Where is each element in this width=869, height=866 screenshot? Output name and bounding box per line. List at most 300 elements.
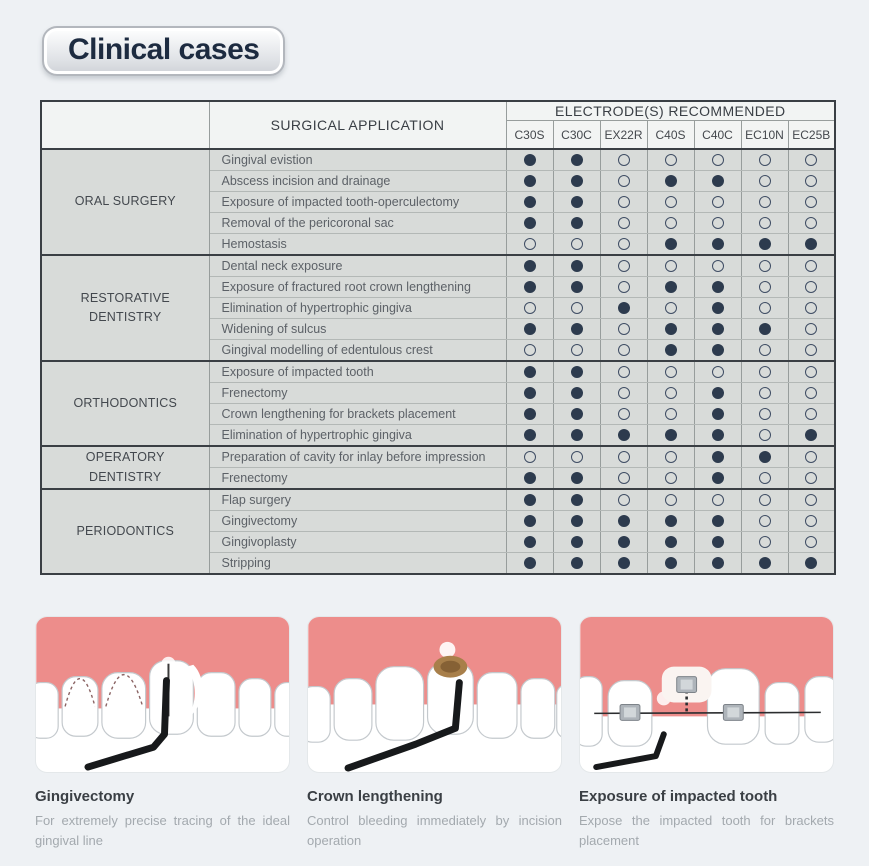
dot-empty-icon — [759, 366, 771, 378]
recommendation-cell — [506, 532, 553, 553]
dot-empty-icon — [665, 366, 677, 378]
recommendation-cell — [788, 446, 835, 468]
recommendation-cell — [647, 511, 694, 532]
dot-empty-icon — [618, 175, 630, 187]
recommendation-cell — [553, 234, 600, 256]
application-cell: Frenectomy — [209, 468, 506, 490]
application-cell: Gingivectomy — [209, 511, 506, 532]
dot-filled-icon — [524, 366, 536, 378]
dot-empty-icon — [759, 515, 771, 527]
recommendation-cell — [788, 298, 835, 319]
dot-empty-icon — [712, 217, 724, 229]
recommendation-cell — [694, 468, 741, 490]
recommendation-cell — [506, 468, 553, 490]
dot-filled-icon — [524, 217, 536, 229]
dot-filled-icon — [618, 536, 630, 548]
dot-filled-icon — [665, 429, 677, 441]
electrodes-recommended-header: ELECTRODE(S) RECOMMENDED — [506, 101, 835, 121]
dot-empty-icon — [805, 451, 817, 463]
recommendation-cell — [694, 213, 741, 234]
recommendation-cell — [553, 553, 600, 575]
table-row — [41, 149, 835, 171]
electrode-column-header: C40C — [694, 121, 741, 150]
dot-empty-icon — [524, 344, 536, 356]
gingivectomy-illustration — [36, 617, 290, 773]
recommendation-cell — [553, 340, 600, 362]
application-cell: Elimination of hypertrophic gingiva — [209, 298, 506, 319]
case-gingivectomy — [35, 616, 290, 851]
category-header-cell — [41, 101, 209, 149]
recommendation-cell — [741, 277, 788, 298]
dot-filled-icon — [618, 302, 630, 314]
recommendation-cell — [741, 361, 788, 383]
dot-filled-icon — [571, 217, 583, 229]
recommendation-cell — [506, 404, 553, 425]
recommendation-cell — [600, 255, 647, 277]
dot-empty-icon — [571, 238, 583, 250]
electrode-column-header: EC10N — [741, 121, 788, 150]
dot-empty-icon — [665, 472, 677, 484]
dot-empty-icon — [805, 154, 817, 166]
recommendation-cell — [694, 446, 741, 468]
recommendation-cell — [788, 149, 835, 171]
dot-empty-icon — [805, 260, 817, 272]
dot-filled-icon — [712, 344, 724, 356]
dot-filled-icon — [524, 536, 536, 548]
dot-empty-icon — [759, 196, 771, 208]
dot-empty-icon — [759, 429, 771, 441]
recommendation-cell — [647, 340, 694, 362]
recommendation-cell — [788, 340, 835, 362]
dot-empty-icon — [618, 366, 630, 378]
dot-empty-icon — [712, 154, 724, 166]
recommendation-cell — [741, 192, 788, 213]
dot-empty-icon — [618, 472, 630, 484]
lesion-core — [440, 661, 460, 673]
dot-filled-icon — [571, 175, 583, 187]
dot-empty-icon — [618, 217, 630, 229]
recommendation-cell — [788, 192, 835, 213]
dot-empty-icon — [759, 260, 771, 272]
dot-empty-icon — [665, 408, 677, 420]
recommendation-cell — [694, 298, 741, 319]
dot-empty-icon — [712, 494, 724, 506]
recommendation-cell — [600, 340, 647, 362]
dot-filled-icon — [759, 323, 771, 335]
dot-filled-icon — [571, 472, 583, 484]
dot-empty-icon — [618, 281, 630, 293]
recommendation-cell — [788, 234, 835, 256]
application-cell: Removal of the pericoronal sac — [209, 213, 506, 234]
recommendation-cell — [600, 425, 647, 447]
dot-empty-icon — [759, 494, 771, 506]
recommendation-cell — [647, 553, 694, 575]
recommendation-cell — [788, 425, 835, 447]
dot-filled-icon — [571, 387, 583, 399]
recommendation-cell — [506, 192, 553, 213]
category-cell: ORAL SURGERY — [41, 149, 209, 255]
recommendation-cell — [741, 446, 788, 468]
recommendation-cell — [647, 213, 694, 234]
application-cell: Hemostasis — [209, 234, 506, 256]
recommendation-cell — [788, 468, 835, 490]
recommendation-cell — [506, 361, 553, 383]
dot-empty-icon — [805, 302, 817, 314]
recommendation-cell — [600, 361, 647, 383]
dot-empty-icon — [618, 494, 630, 506]
recommendation-cell — [506, 149, 553, 171]
recommendation-cell — [647, 489, 694, 511]
recommendation-cell — [647, 171, 694, 192]
recommendation-cell — [600, 213, 647, 234]
dot-empty-icon — [665, 196, 677, 208]
recommendation-cell — [694, 319, 741, 340]
dot-empty-icon — [524, 451, 536, 463]
recommendation-cell — [788, 532, 835, 553]
dot-filled-icon — [665, 175, 677, 187]
dot-empty-icon — [665, 302, 677, 314]
recommendation-cell — [553, 446, 600, 468]
recommendation-cell — [553, 319, 600, 340]
dot-empty-icon — [805, 366, 817, 378]
recommendation-cell — [741, 319, 788, 340]
recommendation-cell — [647, 192, 694, 213]
dot-empty-icon — [618, 238, 630, 250]
recommendation-cell — [506, 213, 553, 234]
recommendation-cell — [553, 213, 600, 234]
recommendation-cell — [788, 553, 835, 575]
recommendation-cell — [694, 234, 741, 256]
dot-empty-icon — [665, 260, 677, 272]
recommendation-cell — [600, 192, 647, 213]
application-cell: Dental neck exposure — [209, 255, 506, 277]
table-row — [41, 489, 835, 511]
dot-empty-icon — [712, 366, 724, 378]
recommendation-cell — [694, 255, 741, 277]
recommendation-cell — [694, 489, 741, 511]
recommendation-cell — [600, 171, 647, 192]
dot-empty-icon — [665, 494, 677, 506]
exposure-impacted-tooth-illustration — [580, 617, 834, 773]
dot-empty-icon — [759, 175, 771, 187]
application-cell: Exposure of fractured root crown lengthening — [209, 277, 506, 298]
application-cell: Flap surgery — [209, 489, 506, 511]
dot-filled-icon — [712, 515, 724, 527]
application-cell: Gingival evistion — [209, 149, 506, 171]
recommendation-cell — [506, 298, 553, 319]
recommendation-cell — [788, 319, 835, 340]
recommendation-cell — [600, 468, 647, 490]
recommendation-cell — [788, 383, 835, 404]
page-title: Clinical cases — [68, 33, 260, 66]
dot-filled-icon — [712, 557, 724, 569]
dot-filled-icon — [665, 238, 677, 250]
recommendation-cell — [553, 383, 600, 404]
dot-filled-icon — [759, 557, 771, 569]
dot-empty-icon — [805, 196, 817, 208]
dot-empty-icon — [665, 154, 677, 166]
dot-empty-icon — [805, 472, 817, 484]
electrode-column-header: EC25B — [788, 121, 835, 150]
recommendation-cell — [506, 234, 553, 256]
recommendation-cell — [647, 425, 694, 447]
recommendation-cell — [694, 361, 741, 383]
dot-filled-icon — [571, 557, 583, 569]
recommendation-cell — [741, 511, 788, 532]
recommendation-cell — [788, 511, 835, 532]
recommendation-cell — [647, 255, 694, 277]
recommendation-cell — [647, 361, 694, 383]
dot-filled-icon — [665, 281, 677, 293]
recommendation-cell — [506, 425, 553, 447]
dot-filled-icon — [571, 260, 583, 272]
dot-empty-icon — [805, 408, 817, 420]
dot-filled-icon — [665, 323, 677, 335]
dot-empty-icon — [571, 451, 583, 463]
recommendation-cell — [741, 340, 788, 362]
recommendation-cell — [553, 511, 600, 532]
table-header-row — [41, 101, 835, 121]
application-cell: Gingivoplasty — [209, 532, 506, 553]
clinical-cases-table-container — [40, 100, 869, 575]
dot-empty-icon — [805, 494, 817, 506]
case-title: Gingivectomy — [35, 788, 135, 805]
dot-filled-icon — [571, 196, 583, 208]
category-cell: ORTHODONTICS — [41, 361, 209, 446]
dot-filled-icon — [665, 515, 677, 527]
dot-empty-icon — [759, 302, 771, 314]
dot-filled-icon — [571, 154, 583, 166]
dot-empty-icon — [618, 408, 630, 420]
dot-empty-icon — [524, 302, 536, 314]
recommendation-cell — [788, 171, 835, 192]
category-cell: RESTORATIVE DENTISTRY — [41, 255, 209, 361]
recommendation-cell — [788, 213, 835, 234]
dot-filled-icon — [571, 323, 583, 335]
electrodes-recommendation-table — [40, 100, 836, 575]
dot-filled-icon — [712, 472, 724, 484]
recommendation-cell — [741, 489, 788, 511]
application-cell: Abscess incision and drainage — [209, 171, 506, 192]
dot-filled-icon — [712, 408, 724, 420]
recommendation-cell — [647, 319, 694, 340]
dot-filled-icon — [571, 408, 583, 420]
recommendation-cell — [553, 192, 600, 213]
recommendation-cell — [741, 255, 788, 277]
table-row — [41, 446, 835, 468]
application-cell: Exposure of impacted tooth-operculectomy — [209, 192, 506, 213]
recommendation-cell — [741, 149, 788, 171]
dot-empty-icon — [759, 217, 771, 229]
recommendation-cell — [600, 489, 647, 511]
case-title: Exposure of impacted tooth — [579, 788, 778, 805]
recommendation-cell — [694, 425, 741, 447]
recommendation-cell — [600, 404, 647, 425]
table-row — [41, 361, 835, 383]
recommendation-cell — [553, 171, 600, 192]
application-cell: Frenectomy — [209, 383, 506, 404]
dot-empty-icon — [759, 387, 771, 399]
dot-filled-icon — [524, 323, 536, 335]
recommendation-cell — [600, 149, 647, 171]
case-crown-lengthening — [307, 616, 562, 851]
application-cell: Crown lengthening for brackets placement — [209, 404, 506, 425]
dot-filled-icon — [524, 281, 536, 293]
recommendation-cell — [741, 553, 788, 575]
dot-empty-icon — [759, 344, 771, 356]
recommendation-cell — [506, 383, 553, 404]
dot-empty-icon — [618, 387, 630, 399]
dot-filled-icon — [571, 366, 583, 378]
recommendation-cell — [553, 277, 600, 298]
recommendation-cell — [553, 255, 600, 277]
dot-empty-icon — [618, 196, 630, 208]
recommendation-cell — [647, 468, 694, 490]
recommendation-cell — [553, 149, 600, 171]
dot-empty-icon — [759, 408, 771, 420]
dot-empty-icon — [618, 260, 630, 272]
recommendation-cell — [506, 511, 553, 532]
dot-empty-icon — [618, 154, 630, 166]
application-cell: Widening of sulcus — [209, 319, 506, 340]
recommendation-cell — [741, 171, 788, 192]
table-group — [41, 489, 835, 574]
dot-filled-icon — [524, 557, 536, 569]
gingivectomy-figure — [35, 616, 290, 773]
recommendation-cell — [600, 553, 647, 575]
dot-filled-icon — [665, 557, 677, 569]
tip-glow — [439, 642, 455, 658]
recommendation-cell — [647, 149, 694, 171]
dot-empty-icon — [805, 344, 817, 356]
recommendation-cell — [647, 446, 694, 468]
recommendation-cell — [600, 383, 647, 404]
dot-filled-icon — [571, 536, 583, 548]
dot-filled-icon — [618, 557, 630, 569]
dot-empty-icon — [805, 281, 817, 293]
recommendation-cell — [600, 319, 647, 340]
recommendation-cell — [647, 532, 694, 553]
recommendation-cell — [694, 149, 741, 171]
table-group — [41, 255, 835, 361]
dot-empty-icon — [759, 472, 771, 484]
dot-empty-icon — [805, 515, 817, 527]
table-group — [41, 149, 835, 255]
dot-empty-icon — [805, 217, 817, 229]
application-cell: Preparation of cavity for inlay before impression — [209, 446, 506, 468]
dot-filled-icon — [712, 281, 724, 293]
dot-filled-icon — [571, 281, 583, 293]
case-exposure-impacted-tooth — [579, 616, 834, 851]
dot-empty-icon — [665, 451, 677, 463]
dot-filled-icon — [712, 238, 724, 250]
dot-filled-icon — [524, 260, 536, 272]
recommendation-cell — [600, 511, 647, 532]
recommendation-cell — [647, 234, 694, 256]
recommendation-cell — [647, 383, 694, 404]
recommendation-cell — [600, 277, 647, 298]
dot-empty-icon — [712, 260, 724, 272]
dot-filled-icon — [712, 429, 724, 441]
electrode-column-header: C30C — [553, 121, 600, 150]
recommendation-cell — [553, 532, 600, 553]
recommendation-cell — [553, 361, 600, 383]
recommendation-cell — [600, 298, 647, 319]
electrode-column-header: C30S — [506, 121, 553, 150]
table-row — [41, 255, 835, 277]
dot-empty-icon — [665, 387, 677, 399]
dot-empty-icon — [571, 302, 583, 314]
dot-filled-icon — [571, 494, 583, 506]
bracket-icon — [677, 677, 697, 693]
recommendation-cell — [694, 340, 741, 362]
dot-filled-icon — [805, 429, 817, 441]
dot-filled-icon — [712, 302, 724, 314]
application-cell: Exposure of impacted tooth — [209, 361, 506, 383]
table-group — [41, 446, 835, 489]
recommendation-cell — [741, 404, 788, 425]
recommendation-cell — [553, 468, 600, 490]
recommendation-cell — [741, 468, 788, 490]
dot-empty-icon — [524, 238, 536, 250]
dot-empty-icon — [712, 196, 724, 208]
dot-empty-icon — [805, 536, 817, 548]
recommendation-cell — [506, 553, 553, 575]
case-description: Expose the impacted tooth for brackets placement — [579, 813, 834, 849]
recommendation-cell — [694, 383, 741, 404]
recommendation-cell — [788, 361, 835, 383]
table-group — [41, 361, 835, 446]
exposure-impacted-tooth-figure — [579, 616, 834, 773]
clinical-case-cards — [35, 616, 869, 851]
recommendation-cell — [600, 532, 647, 553]
case-description: Control bleeding immediately by incision operation — [307, 813, 562, 849]
recommendation-cell — [647, 277, 694, 298]
dot-filled-icon — [712, 387, 724, 399]
dot-empty-icon — [759, 536, 771, 548]
recommendation-cell — [694, 532, 741, 553]
bracket-icon — [723, 704, 743, 720]
category-cell: PERIODONTICS — [41, 489, 209, 574]
recommendation-cell — [741, 532, 788, 553]
recommendation-cell — [647, 404, 694, 425]
recommendation-cell — [741, 383, 788, 404]
recommendation-cell — [506, 446, 553, 468]
recommendation-cell — [553, 425, 600, 447]
recommendation-cell — [788, 404, 835, 425]
dot-filled-icon — [618, 429, 630, 441]
recommendation-cell — [694, 553, 741, 575]
recommendation-cell — [553, 489, 600, 511]
dot-filled-icon — [524, 429, 536, 441]
recommendation-cell — [553, 298, 600, 319]
dot-filled-icon — [759, 238, 771, 250]
category-cell: OPERATORY DENTISTRY — [41, 446, 209, 489]
recommendation-cell — [694, 277, 741, 298]
dot-filled-icon — [712, 536, 724, 548]
recommendation-cell — [506, 277, 553, 298]
dot-empty-icon — [571, 344, 583, 356]
recommendation-cell — [694, 511, 741, 532]
dot-filled-icon — [524, 515, 536, 527]
surgical-application-header: SURGICAL APPLICATION — [209, 101, 506, 149]
dot-empty-icon — [618, 344, 630, 356]
application-cell: Elimination of hypertrophic gingiva — [209, 425, 506, 447]
application-cell: Stripping — [209, 553, 506, 575]
dot-empty-icon — [759, 281, 771, 293]
application-cell: Gingival modelling of edentulous crest — [209, 340, 506, 362]
recommendation-cell — [788, 277, 835, 298]
